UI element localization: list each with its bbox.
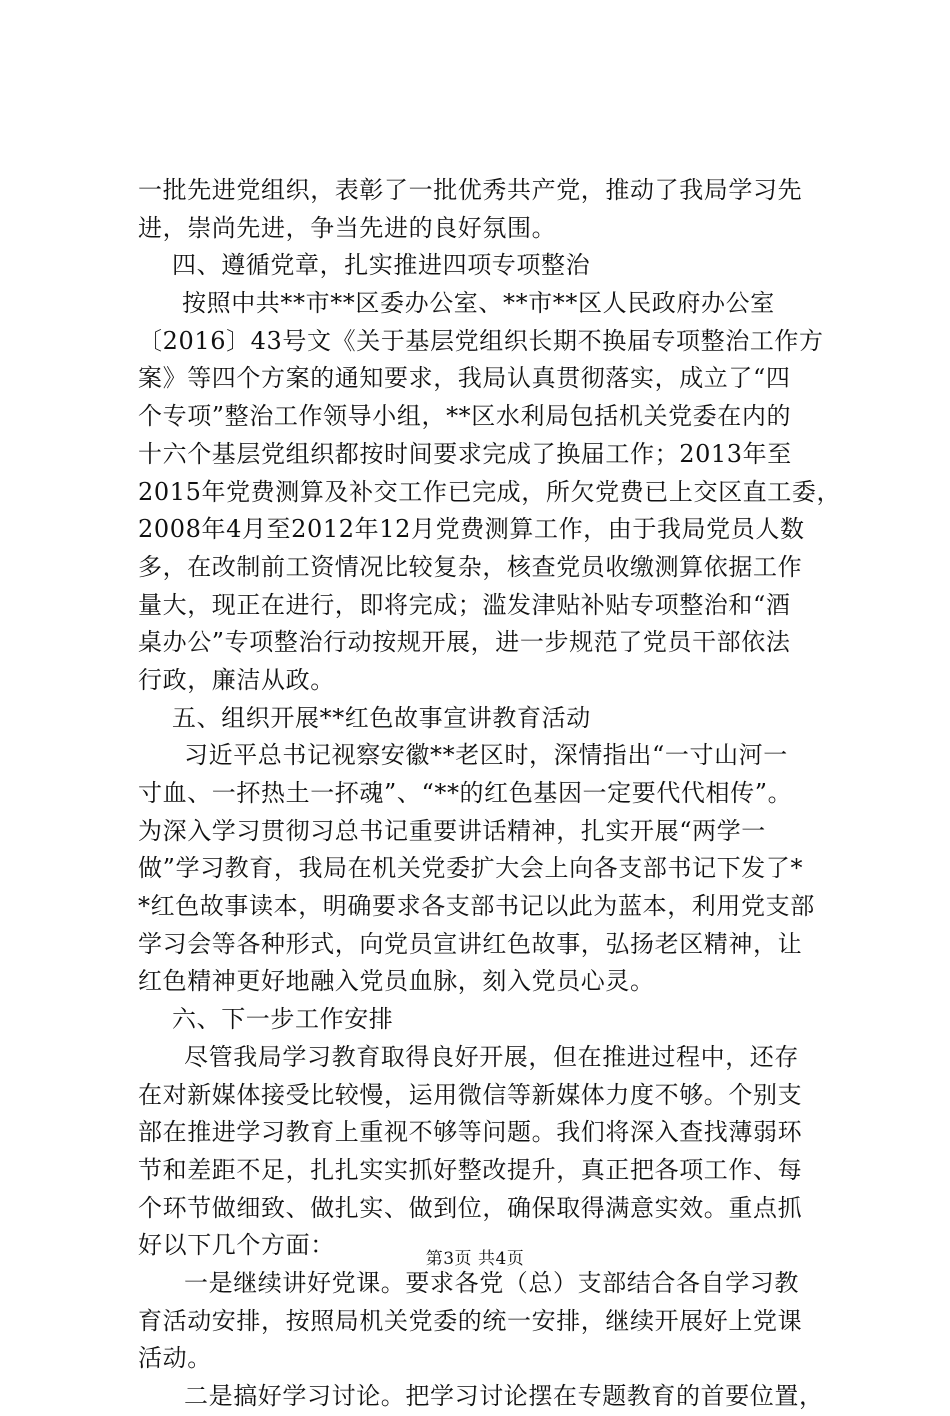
text-line: 个环节做细致、做扎实、做到位，确保取得满意实效。重点抓: [138, 1193, 803, 1222]
document-body: [138, 172, 842, 1416]
text-line: 2015年党费测算及补交工作已完成，所欠党费已上交区直工委，: [138, 477, 842, 506]
section-heading: 五、组织开展**红色故事宣讲教育活动: [172, 703, 591, 732]
text-line: 部在推进学习教育上重视不够等问题。我们将深入查找薄弱环: [138, 1118, 803, 1147]
text-line: 个专项”整治工作领导小组，**区水利局包括机关党委在内的: [138, 402, 792, 431]
text-line: 一是继续讲好党课。要求各党（总）支部结合各自学习教: [184, 1268, 799, 1297]
text-line: 习近平总书记视察安徽**老区时，深情指出“一寸山河一: [184, 741, 788, 770]
text-line: 桌办公”专项整治行动按规开展，进一步规范了党员干部依法: [138, 628, 791, 657]
text-line: 活动。: [138, 1344, 212, 1373]
text-line: 2008年4月至2012年12月党费测算工作，由于我局党员人数: [138, 515, 805, 544]
text-line: 尽管我局学习教育取得良好开展，但在推进过程中，还存: [184, 1042, 799, 1071]
text-line: 节和差距不足，扎扎实实抓好整改提升，真正把各项工作、每: [138, 1155, 803, 1184]
text-line: 学习会等各种形式，向党员宣讲红色故事，弘扬老区精神，让: [138, 929, 803, 958]
text-line: 二是搞好学习讨论。把学习讨论摆在专题教育的首要位置，: [184, 1382, 824, 1410]
text-line: *红色故事读本，明确要求各支部书记以此为蓝本，利用党支部: [138, 892, 815, 921]
text-line: 多，在改制前工资情况比较复杂，核查党员收缴测算依据工作: [138, 552, 803, 581]
text-line: 寸血、一抔热土一抔魂”、“**的红色基因一定要代代相传”。: [138, 779, 793, 807]
text-line: 按照中共**市**区委办公室、**市**区人民政府办公室: [182, 289, 775, 318]
text-line: 一批先进党组织，表彰了一批优秀共产党，推动了我局学习先: [138, 176, 803, 204]
text-line: 进，崇尚先进，争当先进的良好氛围。: [138, 213, 557, 242]
section-heading: 四、遵循党章，扎实推进四项专项整治: [172, 251, 591, 280]
text-line: 〔2016〕43号文《关于基层党组织长期不换届专项整治工作方: [138, 326, 824, 355]
text-line: 行政，廉洁从政。: [138, 665, 335, 694]
text-line: 为深入学习贯彻习总书记重要讲话精神，扎实开展“两学一: [138, 816, 766, 845]
text-line: 案》等四个方案的通知要求，我局认真贯彻落实，成立了“四: [138, 364, 791, 393]
text-line: 在对新媒体接受比较慢，运用微信等新媒体力度不够。个别支: [138, 1080, 803, 1109]
text-line: 量大，现正在进行，即将完成；滥发津贴补贴专项整治和“酒: [138, 590, 791, 619]
page-number-footer: 第3页 共4页: [425, 1249, 525, 1269]
section-heading: 六、下一步工作安排: [172, 1005, 394, 1034]
text-line: 做”学习教育，我局在机关党委扩大会上向各支部书记下发了*: [138, 854, 804, 883]
text-line: 红色精神更好地融入党员血脉，刻入党员心灵。: [138, 967, 655, 996]
text-line: 十六个基层党组织都按时间要求完成了换届工作；2013年至: [138, 439, 792, 468]
text-line: 育活动安排，按照局机关党委的统一安排，继续开展好上党课: [138, 1306, 803, 1335]
text-line: 好以下几个方面：: [138, 1231, 335, 1260]
